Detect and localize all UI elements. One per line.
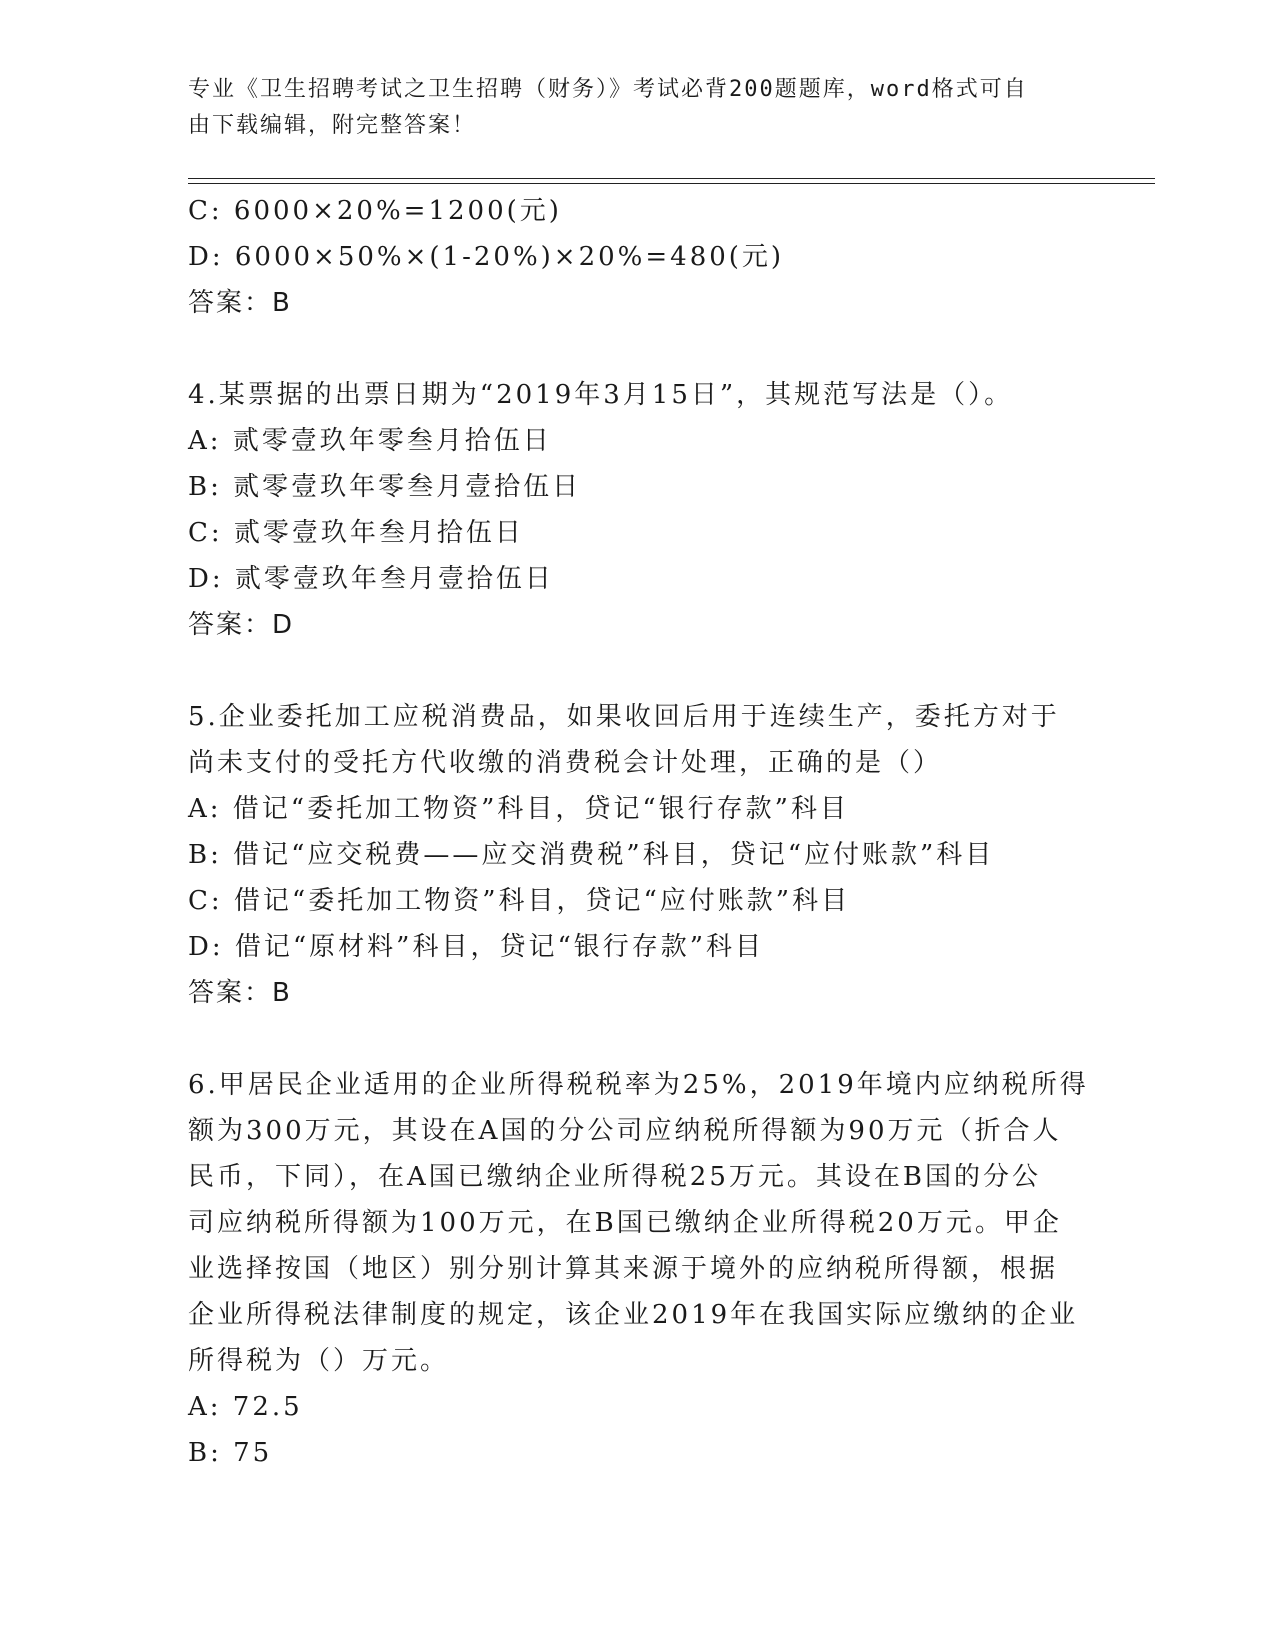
- question-5: [188, 694, 1088, 1016]
- question-stem-line: 司应纳税所得额为100万元，在B国已缴纳企业所得税20万元。甲企: [188, 1208, 1062, 1238]
- header-divider-top: [188, 178, 1155, 179]
- spacer: [188, 1016, 1088, 1062]
- option-c: C: 6000×20%=1200(元): [188, 196, 562, 226]
- option-d: D: 借记“原材料”科目，贷记“银行存款”科目: [188, 932, 765, 962]
- option-a: A: 借记“委托加工物资”科目，贷记“银行存款”科目: [188, 794, 849, 824]
- header-divider-bottom: [188, 183, 1155, 184]
- spacer: [188, 648, 1088, 694]
- question-stem-line: 所得税为（）万元。: [188, 1346, 450, 1376]
- option-d: D: 6000×50%×(1-20%)×20%=480(元): [188, 242, 785, 272]
- question-6: [188, 1062, 1088, 1476]
- header-line-1: 专业《卫生招聘考试之卫生招聘（财务）》考试必背200题题库，word格式可自: [188, 77, 1028, 102]
- document-header: [188, 72, 1068, 144]
- option-a: A: 贰零壹玖年零叁月拾伍日: [188, 426, 552, 456]
- answer: 答案：B: [188, 978, 292, 1008]
- question-stem-line: 尚未支付的受托方代收缴的消费税会计处理，正确的是（）: [188, 748, 943, 778]
- question-stem-line: 6.甲居民企业适用的企业所得税税率为25%，2019年境内应纳税所得: [188, 1070, 1089, 1100]
- option-c: C: 贰零壹玖年叁月拾伍日: [188, 518, 524, 548]
- spacer: [188, 326, 1088, 372]
- document-body: [188, 188, 1088, 1476]
- option-c: C: 借记“委托加工物资”科目，贷记“应付账款”科目: [188, 886, 851, 916]
- question-4: [188, 372, 1088, 648]
- previous-question-tail: [188, 188, 1088, 326]
- question-stem-line: 企业所得税法律制度的规定，该企业2019年在我国实际应缴纳的企业: [188, 1300, 1079, 1330]
- question-stem: 4.某票据的出票日期为“2019年3月15日”，其规范写法是（）。: [188, 380, 1014, 410]
- question-stem-line: 5.企业委托加工应税消费品，如果收回后用于连续生产，委托方对于: [188, 702, 1060, 732]
- answer: 答案：D: [188, 610, 295, 640]
- option-b: B: 75: [188, 1438, 273, 1468]
- answer: 答案：B: [188, 288, 292, 318]
- option-b: B: 贰零壹玖年零叁月壹拾伍日: [188, 472, 582, 502]
- question-stem-line: 业选择按国（地区）别分别计算其来源于境外的应纳税所得额，根据: [188, 1254, 1059, 1284]
- question-stem-line: 额为300万元，其设在A国的分公司应纳税所得额为90万元（折合人: [188, 1116, 1062, 1146]
- header-line-2: 由下载编辑，附完整答案！: [188, 113, 477, 138]
- option-b: B: 借记“应交税费——应交消费税”科目，贷记“应付账款”科目: [188, 840, 995, 870]
- option-d: D: 贰零壹玖年叁月壹拾伍日: [188, 564, 554, 594]
- option-a: A: 72.5: [188, 1392, 303, 1422]
- question-stem-line: 民币，下同），在A国已缴纳企业所得税25万元。其设在B国的分公: [188, 1162, 1041, 1192]
